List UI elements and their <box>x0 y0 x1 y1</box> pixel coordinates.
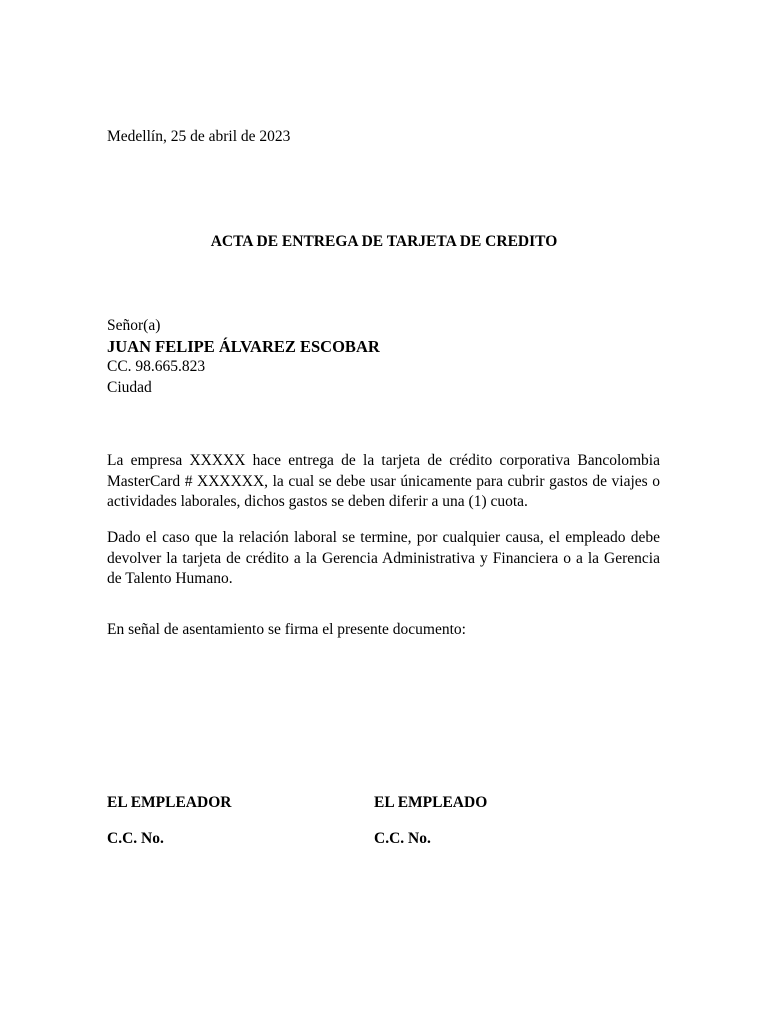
addressee-salutation: Señor(a) <box>107 317 161 334</box>
employer-label: EL EMPLEADOR <box>107 794 232 811</box>
employee-id-label: C.C. No. <box>374 830 431 847</box>
body-paragraph-return: Dado el caso que la relación laboral se termine, por cualquier causa, el empleado debe devolver la tarjeta de crédito a la Gerencia Administrativa y Financiera o a la Gerencia de Talento Humano. <box>107 529 660 587</box>
addressee-city: Ciudad <box>107 378 152 396</box>
addressee-name: JUAN FELIPE ÁLVAREZ ESCOBAR <box>107 336 380 356</box>
addressee-block <box>107 316 380 398</box>
document-title: ACTA DE ENTREGA DE TARJETA DE CREDITO <box>210 233 558 250</box>
body-paragraph-delivery: La empresa XXXXX hace entrega de la tarjeta de crédito corporativa Bancolombia MasterCard # XXXXXX, la cual se debe usar únicamente para cubrir gastos de viajes o actividades laborales, dichos gastos se deben diferir a una (1) cuota. <box>107 452 660 510</box>
body-paragraph-signing: En señal de asentamiento se firma el presente documento: <box>107 621 466 638</box>
date-line: Medellín, 25 de abril de 2023 <box>107 128 291 145</box>
employer-id-label: C.C. No. <box>107 830 164 847</box>
employee-label: EL EMPLEADO <box>374 794 488 811</box>
addressee-id: CC. 98.665.823 <box>107 358 206 375</box>
